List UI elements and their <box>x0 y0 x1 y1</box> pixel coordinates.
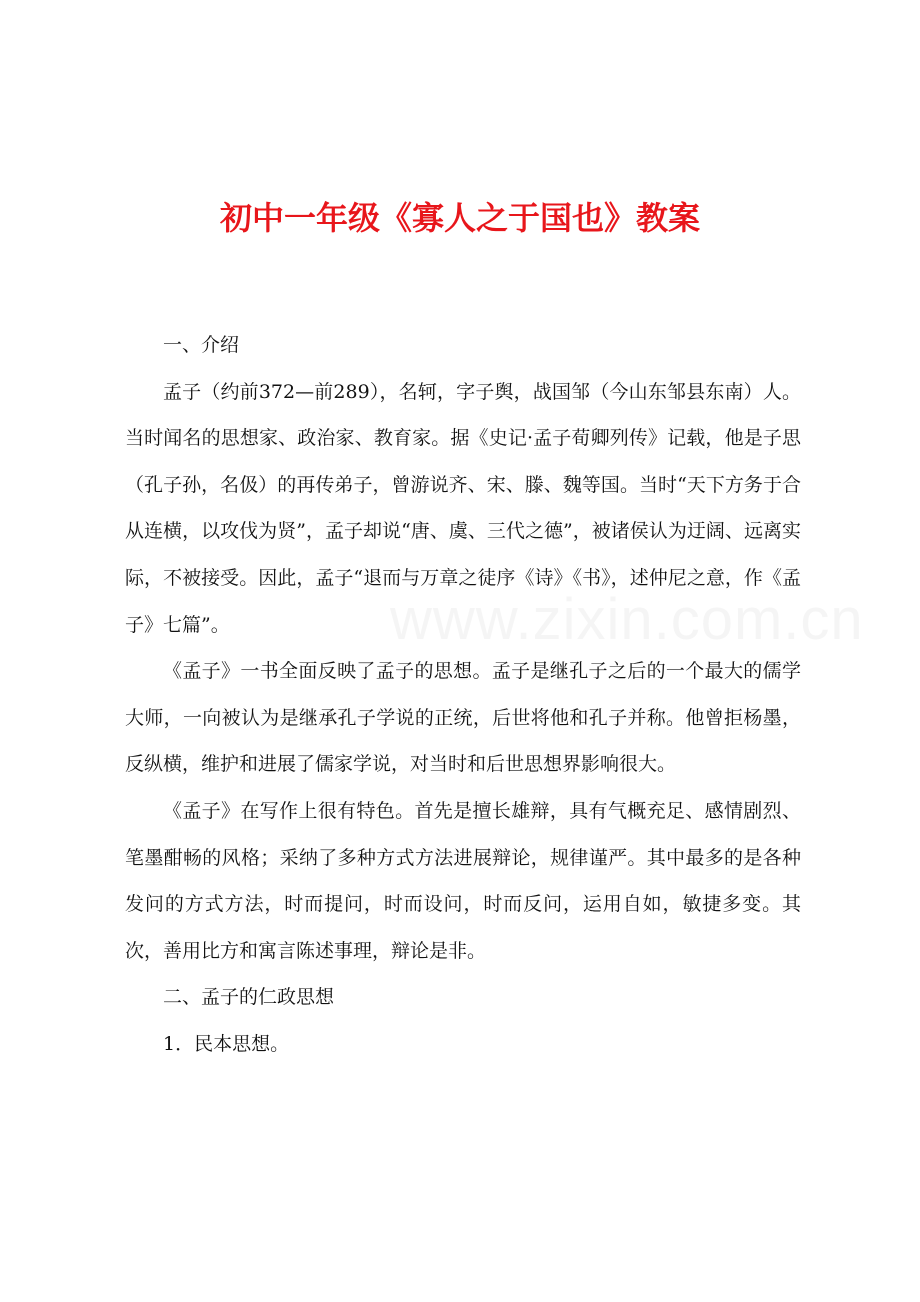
subsection-heading-people-oriented: 1．民本思想。 <box>163 1032 290 1055</box>
paragraph-mencius-biography: 孟子（约前372—前289），名轲，字子舆，战国邹（今山东邹县东南）人。当时闻名的思想家、政治家、教育家。据《史记·孟子荀卿列传》记载，他是子思（孔子孙，名伋）的再传弟子，曾游说齐、宋、滕、魏等国。当时“天下方务于合从连横，以攻伐为贤”，孟子却说“唐、虞、三代之德”，被诸侯认为迂阔、远离实际，不被接受。因此，孟子“退而与万章之徒序《诗》《书》，述仲尼之意，作《孟子》七篇”。 <box>125 380 801 636</box>
section-heading-benevolent-governance: 二、孟子的仁政思想 <box>163 986 335 1009</box>
paragraph-mencius-book: 《孟子》一书全面反映了孟子的思想。孟子是继孔子之后的一个最大的儒学大师，一向被认为是继承孔子学说的正统，后世将他和孔子并称。他曾拒杨墨，反纵横，维护和进展了儒家学说，对当时和后世思想界影响很大。 <box>125 660 801 776</box>
section-heading-introduction: 一、介绍 <box>163 334 240 356</box>
document-title: 初中一年级《寡人之于国也》教案 <box>219 199 700 237</box>
document-body <box>125 322 801 1068</box>
paragraph-writing-style: 《孟子》在写作上很有特色。首先是擅长雄辩，具有气概充足、感情剧烈、笔墨酣畅的风格；采纳了多种方式方法进展辩论，规律谨严。其中最多的是各种发问的方式方法，时而提问，时而设问，时而反问，运用自如，敏捷多变。其次，善用比方和寓言陈述事理，辩论是非。 <box>125 799 801 962</box>
watermark: www.zixin.com.cn <box>390 587 864 652</box>
